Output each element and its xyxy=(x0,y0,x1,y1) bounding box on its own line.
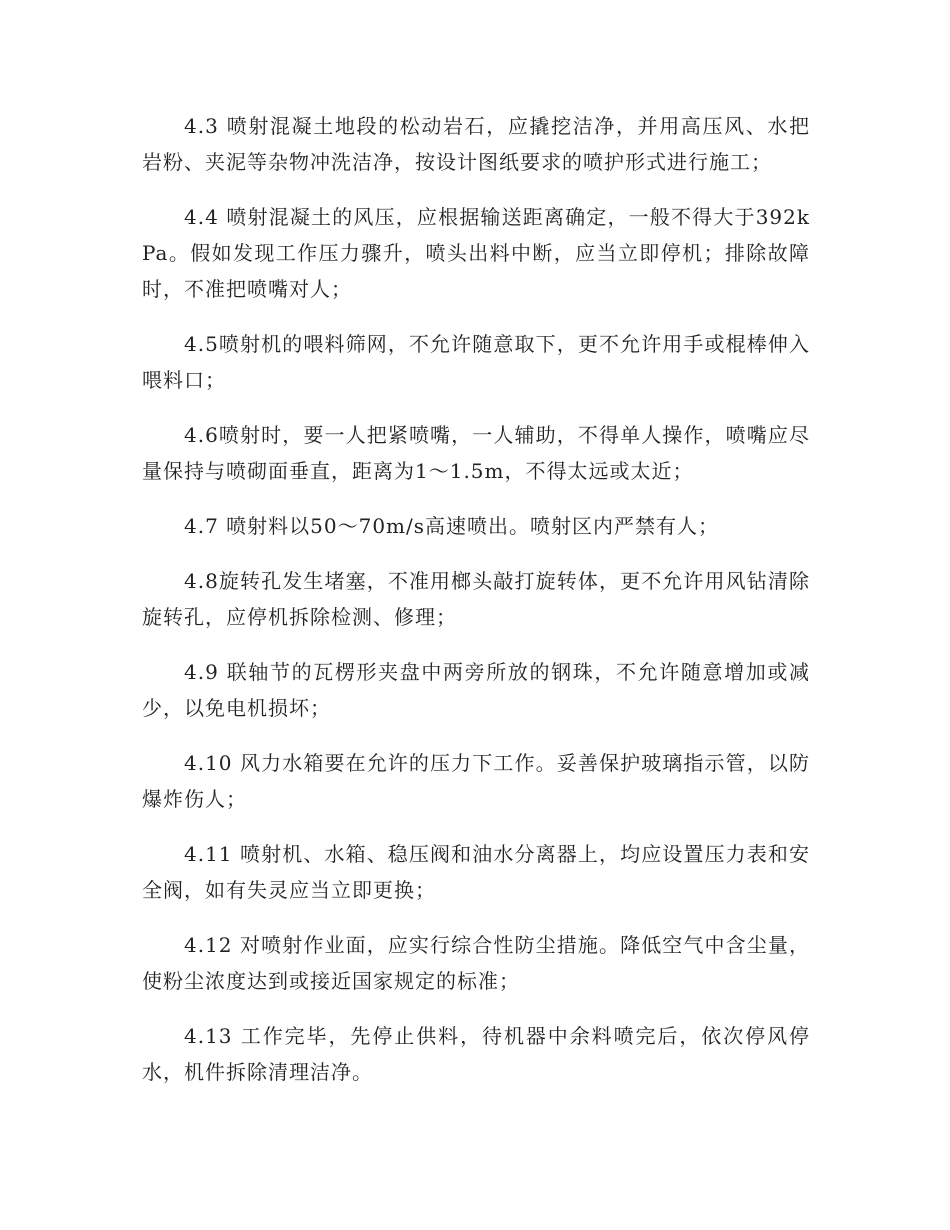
paragraph-4-10: 4.10 风力水箱要在允许的压力下工作。妥善保护玻璃指示管，以防爆炸伤人； xyxy=(142,751,810,811)
paragraph-4-7: 4.7 喷射料以50～70m/s高速喷出。喷射区内严禁有人； xyxy=(184,514,720,538)
paragraph-4-4: 4.4 喷射混凝土的风压，应根据输送距离确定，一般不得大于392kPa。假如发现工作压力骤升，喷头出料中断，应当立即停机；排除故障时，不准把喷嘴对人； xyxy=(142,205,810,301)
paragraph-4-9: 4.9 联轴节的瓦楞形夹盘中两旁所放的钢珠，不允许随意增加或减少，以免电机损坏； xyxy=(142,660,810,720)
paragraph-4-13: 4.13 工作完毕，先停止供料，待机器中余料喷完后，依次停风停水，机件拆除清理洁净。 xyxy=(142,1024,810,1084)
paragraph-4-12: 4.12 对喷射作业面，应实行综合性防尘措施。降低空气中含尘量，使粉尘浓度达到或接近国家规定的标准； xyxy=(142,933,810,993)
document-body xyxy=(142,108,810,1109)
paragraph-4-11: 4.11 喷射机、水箱、稳压阀和油水分离器上，均应设置压力表和安全阀，如有失灵应当立即更换； xyxy=(142,842,810,902)
paragraph-4-8: 4.8旋转孔发生堵塞，不准用榔头敲打旋转体，更不允许用风钻清除旋转孔，应停机拆除检测、修理； xyxy=(142,569,810,629)
paragraph-4-6: 4.6喷射时，要一人把紧喷嘴，一人辅助，不得单人操作，喷嘴应尽量保持与喷砌面垂直，距离为1～1.5m，不得太远或太近； xyxy=(142,423,810,483)
paragraph-4-5: 4.5喷射机的喂料筛网，不允许随意取下，更不允许用手或棍棒伸入喂料口； xyxy=(142,332,810,392)
paragraph-4-3: 4.3 喷射混凝土地段的松动岩石，应撬挖洁净，并用高压风、水把岩粉、夹泥等杂物冲洗洁净，按设计图纸要求的喷护形式进行施工； xyxy=(142,114,810,174)
